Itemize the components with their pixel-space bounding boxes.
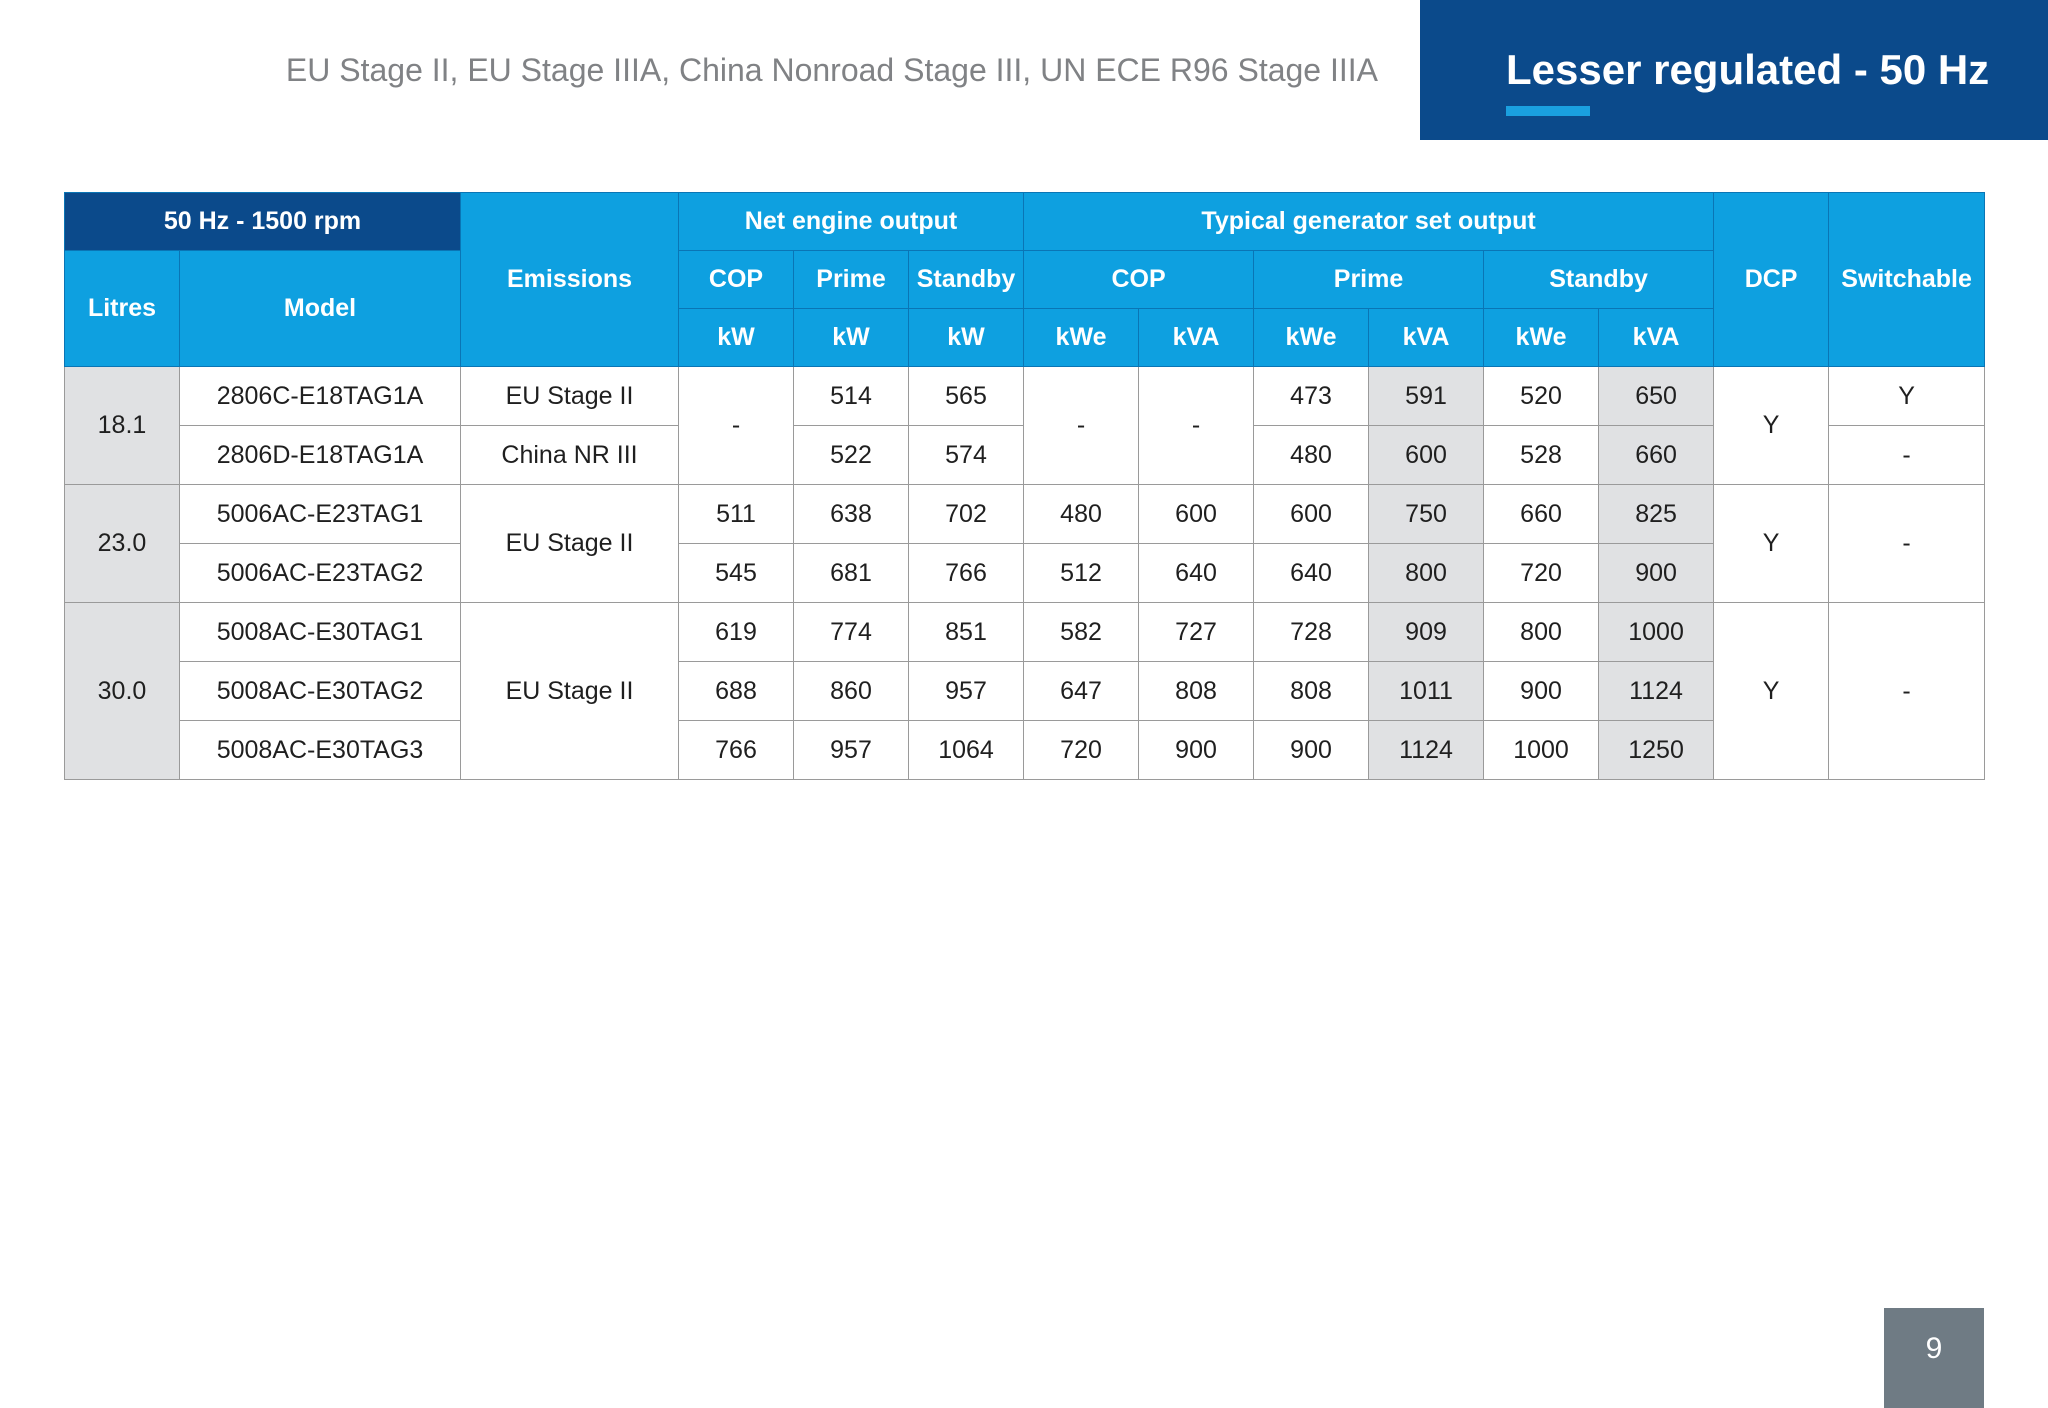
value-cell: 808	[1254, 662, 1369, 721]
unit-header: kW	[679, 309, 794, 367]
value-cell: 808	[1139, 662, 1254, 721]
model-cell: 2806C-E18TAG1A	[180, 367, 461, 426]
value-cell: 909	[1369, 603, 1484, 662]
value-cell: 520	[1484, 367, 1599, 426]
switchable-cell: -	[1829, 603, 1985, 780]
value-cell: 638	[794, 485, 909, 544]
neo-standby-header: Standby	[909, 251, 1024, 309]
unit-header: kVA	[1369, 309, 1484, 367]
value-cell: 702	[909, 485, 1024, 544]
dcp-cell: Y	[1714, 367, 1829, 485]
frequency-header: 50 Hz - 1500 rpm	[65, 193, 461, 251]
value-cell: 514	[794, 367, 909, 426]
page-number: 9	[1925, 1332, 1943, 1365]
page-title: Lesser regulated - 50 Hz	[1506, 46, 1990, 93]
value-cell: 480	[1024, 485, 1139, 544]
litres-cell: 30.0	[65, 603, 180, 780]
unit-header: kWe	[1484, 309, 1599, 367]
value-cell: 800	[1369, 544, 1484, 603]
unit-header: kWe	[1024, 309, 1139, 367]
emissions-header: Emissions	[461, 193, 679, 367]
table-row	[65, 721, 1985, 780]
value-cell: 750	[1369, 485, 1484, 544]
value-cell: 640	[1139, 544, 1254, 603]
title-underline	[1506, 106, 1590, 116]
value-cell: 957	[909, 662, 1024, 721]
dcp-cell: Y	[1714, 603, 1829, 780]
value-cell: 473	[1254, 367, 1369, 426]
value-cell: 619	[679, 603, 794, 662]
unit-header: kW	[909, 309, 1024, 367]
value-cell: 728	[1254, 603, 1369, 662]
model-header: Model	[180, 251, 461, 367]
emissions-cell: EU Stage II	[461, 603, 679, 780]
unit-header: kVA	[1599, 309, 1714, 367]
value-cell: 522	[794, 426, 909, 485]
emissions-cell: China NR III	[461, 426, 679, 485]
model-cell: 5008AC-E30TAG1	[180, 603, 461, 662]
value-cell: 727	[1139, 603, 1254, 662]
unit-header: kW	[794, 309, 909, 367]
value-cell: 851	[909, 603, 1024, 662]
net-engine-output-header: Net engine output	[679, 193, 1024, 251]
value-cell: 688	[679, 662, 794, 721]
value-cell: -	[679, 367, 794, 485]
litres-cell: 18.1	[65, 367, 180, 485]
value-cell: 545	[679, 544, 794, 603]
value-cell: 512	[1024, 544, 1139, 603]
unit-header: kVA	[1139, 309, 1254, 367]
value-cell: 774	[794, 603, 909, 662]
value-cell: 720	[1484, 544, 1599, 603]
model-cell: 5008AC-E30TAG2	[180, 662, 461, 721]
value-cell: 660	[1484, 485, 1599, 544]
neo-prime-header: Prime	[794, 251, 909, 309]
value-cell: 480	[1254, 426, 1369, 485]
value-cell: 600	[1139, 485, 1254, 544]
litres-header: Litres	[65, 251, 180, 367]
model-cell: 5008AC-E30TAG3	[180, 721, 461, 780]
value-cell: -	[1024, 367, 1139, 485]
switchable-header: Switchable	[1829, 193, 1985, 367]
model-cell: 5006AC-E23TAG1	[180, 485, 461, 544]
tgo-prime-header: Prime	[1254, 251, 1484, 309]
value-cell: 1250	[1599, 721, 1714, 780]
value-cell: 800	[1484, 603, 1599, 662]
value-cell: 582	[1024, 603, 1139, 662]
value-cell: 766	[679, 721, 794, 780]
unit-header: kWe	[1254, 309, 1369, 367]
value-cell: 640	[1254, 544, 1369, 603]
emissions-cell: EU Stage II	[461, 485, 679, 603]
litres-cell: 23.0	[65, 485, 180, 603]
title-banner	[1420, 0, 2048, 140]
value-cell: 574	[909, 426, 1024, 485]
value-cell: 825	[1599, 485, 1714, 544]
value-cell: 681	[794, 544, 909, 603]
model-cell: 2806D-E18TAG1A	[180, 426, 461, 485]
value-cell: 900	[1599, 544, 1714, 603]
value-cell: 591	[1369, 367, 1484, 426]
model-cell: 5006AC-E23TAG2	[180, 544, 461, 603]
switchable-cell: -	[1829, 426, 1985, 485]
value-cell: 900	[1139, 721, 1254, 780]
value-cell: 565	[909, 367, 1024, 426]
dcp-header: DCP	[1714, 193, 1829, 367]
value-cell: 600	[1369, 426, 1484, 485]
value-cell: 1124	[1369, 721, 1484, 780]
value-cell: 900	[1484, 662, 1599, 721]
value-cell: -	[1139, 367, 1254, 485]
generator-set-output-header: Typical generator set output	[1024, 193, 1714, 251]
value-cell: 528	[1484, 426, 1599, 485]
value-cell: 1000	[1599, 603, 1714, 662]
value-cell: 647	[1024, 662, 1139, 721]
page-subtitle: EU Stage II, EU Stage IIIA, China Nonroad Stage III, UN ECE R96 Stage IIIA	[285, 52, 1378, 88]
table-row	[65, 367, 1985, 426]
table-row	[65, 485, 1985, 544]
tgo-standby-header: Standby	[1484, 251, 1714, 309]
page-number-box	[1884, 1308, 1984, 1408]
table-row	[65, 603, 1985, 662]
value-cell: 860	[794, 662, 909, 721]
value-cell: 957	[794, 721, 909, 780]
dcp-cell: Y	[1714, 485, 1829, 603]
value-cell: 766	[909, 544, 1024, 603]
value-cell: 600	[1254, 485, 1369, 544]
tgo-cop-header: COP	[1024, 251, 1254, 309]
value-cell: 660	[1599, 426, 1714, 485]
engine-spec-table	[64, 192, 1985, 780]
switchable-cell: Y	[1829, 367, 1985, 426]
switchable-cell: -	[1829, 485, 1985, 603]
neo-cop-header: COP	[679, 251, 794, 309]
value-cell: 1064	[909, 721, 1024, 780]
value-cell: 1124	[1599, 662, 1714, 721]
value-cell: 650	[1599, 367, 1714, 426]
table-row	[65, 662, 1985, 721]
value-cell: 900	[1254, 721, 1369, 780]
value-cell: 720	[1024, 721, 1139, 780]
table-row	[65, 544, 1985, 603]
value-cell: 1011	[1369, 662, 1484, 721]
value-cell: 511	[679, 485, 794, 544]
value-cell: 1000	[1484, 721, 1599, 780]
emissions-cell: EU Stage II	[461, 367, 679, 426]
